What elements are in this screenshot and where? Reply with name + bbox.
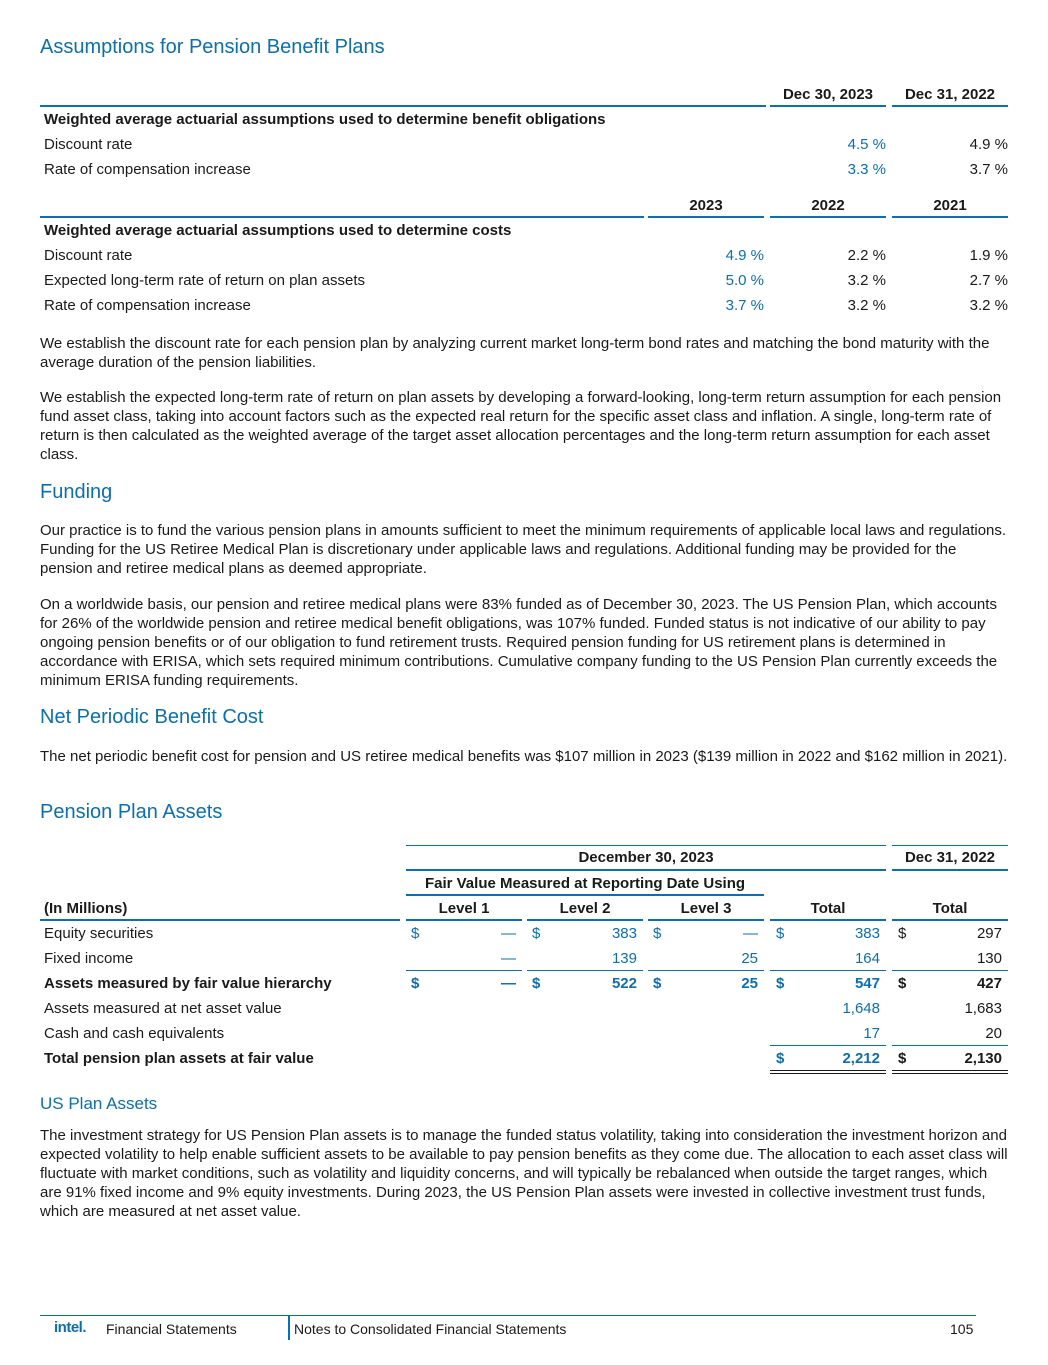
funding-paragraph-1: Our practice is to fund the various pension plans in amounts sufficient to meet the minimum requirements of applicable local laws and regulations. Funding for the US Retiree Medical Plan is discretionary under applicable laws and regulations. Additional funding may be provided for the pension and retiree medical plans as deemed appropriate.	[40, 522, 1007, 577]
row-label: Total pension plan assets at fair value	[44, 1050, 314, 1067]
row-label: Expected long-term rate of return on plan assets	[44, 272, 366, 289]
prior-total-value: 2,130	[964, 1050, 1002, 1067]
row-label: Assets measured by fair value hierarchy	[44, 975, 332, 992]
row-label: Equity securities	[44, 925, 154, 942]
section-label: Weighted average actuarial assumptions used to determine costs	[44, 222, 512, 239]
table-row	[40, 1023, 1008, 1045]
level-1-value: —	[501, 975, 516, 992]
total-value: 547	[854, 975, 880, 992]
value: 3.7 %	[725, 297, 764, 314]
us-plan-paragraph: The investment strategy for US Pension Plan assets is to manage the funded status volatility, taking into consideration the investment horizon and expected volatility to help enable sufficient assets to be available to pay pension benefits as they come due. The allocation to each asset class will fluctuate with market conditions, such as volatility and liquidity concerns, and will typically be rebalanced when outside the target ranges, which are 91% fixed income and 9% equity investments. During 2023, the US Pension Plan assets were invested in collective investment trust funds, which are measured at net asset value.	[40, 1127, 1008, 1220]
value: 4.5 %	[847, 136, 886, 153]
col-header-dec31-2022: Dec 31, 2022	[904, 86, 996, 103]
table-row	[40, 295, 1008, 317]
row-label: Discount rate	[44, 247, 133, 264]
currency-symbol: $	[411, 925, 420, 942]
col-header-level-3: Level 3	[680, 900, 732, 917]
footer-section: Financial Statements	[106, 1321, 237, 1337]
col-header-2021: 2021	[933, 197, 967, 214]
footer-subsection: Notes to Consolidated Financial Statements	[294, 1321, 567, 1337]
prior-year-header: Dec 31, 2022	[904, 849, 996, 866]
value: 2.7 %	[969, 272, 1008, 289]
total-value: 2,212	[842, 1050, 880, 1067]
currency-symbol: $	[898, 975, 907, 992]
row-label: Rate of compensation increase	[44, 297, 251, 314]
table-row	[40, 159, 1008, 181]
discount-rate-paragraph: We establish the discount rate for each pension plan by analyzing current market long-term bond rates and matching the bond maturity with the average duration of the pension liabilities.	[40, 335, 990, 371]
return-rate-paragraph: We establish the expected long-term rate of return on plan assets by developing a forward-looking, long-term return assumption for each pension fund asset class, taking into account factors such as the expected real return for the specific asset class and inflation. A single, long-term rate of return is then calculated as the weighted average of the target asset allocation percentages and the long-term return assumption for each asset class.	[40, 389, 1002, 463]
net-cost-paragraph: The net periodic benefit cost for pension and US retiree medical benefits was $107 million in 2023 ($139 million in 2022 and $162 million in 2021).	[40, 748, 1008, 765]
page-number: 105	[950, 1321, 974, 1337]
currency-symbol: $	[653, 925, 662, 942]
level-3-value: —	[743, 925, 758, 942]
col-header-level-1: Level 1	[438, 900, 490, 917]
row-label: Cash and cash equivalents	[44, 1025, 225, 1042]
group-header: December 30, 2023	[578, 849, 714, 866]
value: 3.2 %	[847, 272, 886, 289]
total-value: 164	[854, 950, 880, 967]
value: 2.2 %	[847, 247, 886, 264]
currency-symbol: $	[653, 975, 662, 992]
row-label: Assets measured at net asset value	[44, 1000, 282, 1017]
value: 3.7 %	[969, 161, 1008, 178]
row-label: Rate of compensation increase	[44, 161, 251, 178]
value: 3.2 %	[847, 297, 886, 314]
value: 1.9 %	[969, 247, 1008, 264]
value: 5.0 %	[725, 272, 764, 289]
prior-total-value: 130	[976, 950, 1002, 967]
prior-total-value: 297	[976, 925, 1002, 942]
col-header-2022: 2022	[811, 197, 845, 214]
prior-total-value: 427	[976, 975, 1002, 992]
funding-heading: Funding	[40, 481, 113, 503]
value: 4.9 %	[725, 247, 764, 264]
prior-total-value: 20	[985, 1025, 1002, 1042]
table-row	[40, 923, 1008, 945]
table-row	[40, 948, 1008, 970]
total-value: 383	[854, 925, 880, 942]
prior-total-value: 1,683	[964, 1000, 1002, 1017]
level-3-value: 25	[741, 975, 758, 992]
intel-logo: intel.	[54, 1319, 87, 1336]
level-2-value: 139	[611, 950, 637, 967]
table-row	[40, 220, 1008, 242]
table-row	[40, 134, 1008, 156]
currency-symbol: $	[898, 925, 907, 942]
total-value: 17	[863, 1025, 880, 1042]
table-row	[40, 1048, 1008, 1070]
page-title: Assumptions for Pension Benefit Plans	[40, 36, 385, 58]
row-label: Discount rate	[44, 136, 133, 153]
funding-paragraph-2: On a worldwide basis, our pension and retiree medical plans were 83% funded as of December 30, 2023. The US Pension Plan, which accounts for 26% of the worldwide pension and retiree medical benefit obligations, was 107% funded. Funded status is not indicative of our ability to pay ongoing pension benefits or of our obligation to fund retirement trusts. Required pension funding for US retirement plans is determined in accordance with ERISA, which sets required minimum contributions. Cumulative company funding to the US Pension Plan currently exceeds the minimum ERISA funding requirements.	[40, 596, 998, 689]
plan-assets-heading: Pension Plan Assets	[40, 801, 223, 823]
total-value: 1,648	[842, 1000, 880, 1017]
row-label: Fixed income	[44, 950, 134, 967]
level-3-value: 25	[741, 950, 758, 967]
unit-label: (In Millions)	[44, 900, 128, 917]
value: 4.9 %	[969, 136, 1008, 153]
section-label: Weighted average actuarial assumptions used to determine benefit obligations	[44, 111, 606, 128]
currency-symbol: $	[411, 975, 420, 992]
col-header-dec30-2023: Dec 30, 2023	[782, 86, 874, 103]
sub-header: Fair Value Measured at Reporting Date Using	[424, 875, 746, 892]
col-header-2023: 2023	[689, 197, 723, 214]
col-header-total: Total	[810, 900, 846, 917]
currency-symbol: $	[776, 1050, 785, 1067]
table-row	[40, 270, 1008, 292]
us-plan-heading: US Plan Assets	[40, 1094, 158, 1113]
table-row	[40, 998, 1008, 1020]
currency-symbol: $	[532, 925, 541, 942]
currency-symbol: $	[776, 975, 785, 992]
level-1-value: —	[501, 950, 516, 967]
currency-symbol: $	[532, 975, 541, 992]
col-header-total-prior: Total	[932, 900, 968, 917]
value: 3.2 %	[969, 297, 1008, 314]
level-2-value: 522	[611, 975, 637, 992]
value: 3.3 %	[847, 161, 886, 178]
level-1-value: —	[501, 925, 516, 942]
col-header-level-2: Level 2	[559, 900, 611, 917]
net-cost-heading: Net Periodic Benefit Cost	[40, 706, 264, 728]
table-row	[40, 245, 1008, 267]
currency-symbol: $	[776, 925, 785, 942]
table-row	[40, 109, 1008, 131]
currency-symbol: $	[898, 1050, 907, 1067]
level-2-value: 383	[611, 925, 637, 942]
table-row	[40, 973, 1008, 995]
